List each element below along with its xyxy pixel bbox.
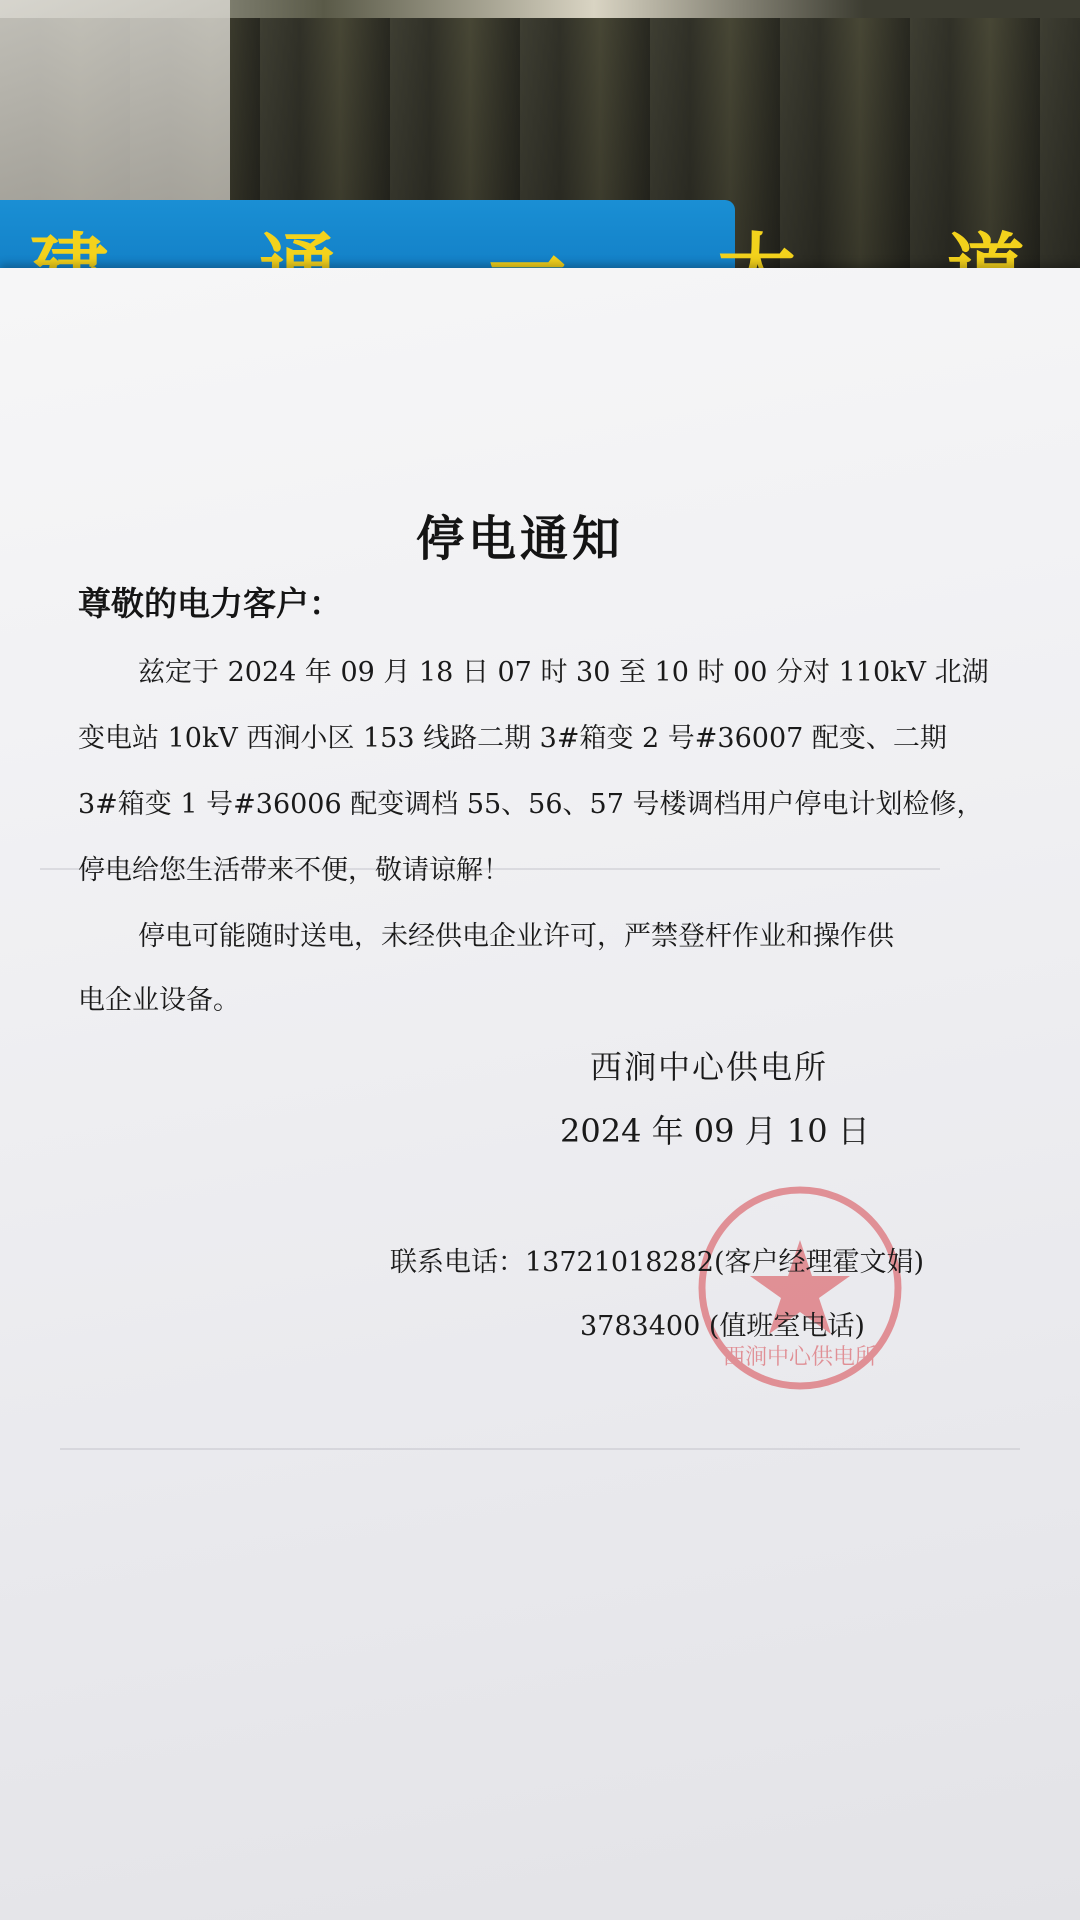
- paragraph1-line: 兹定于 2024 年 09 月 18 日 07 时 30 至 10 时 00 分对 110kV 北湖: [138, 657, 989, 688]
- duty-phone-line: 3783400 (值班室电话): [580, 1311, 865, 1342]
- wall-light-patch: [0, 0, 230, 210]
- contact-phone-line: 联系电话：13721018282(客户经理霍文娟): [390, 1247, 925, 1278]
- sign-date: 2024 年 09 月 10 日: [560, 1112, 870, 1150]
- notice-greeting: 尊敬的电力客户：: [78, 584, 342, 623]
- signer-name: 西涧中心供电所: [590, 1048, 829, 1086]
- paragraph1-line: 停电给您生活带来不便，敬请谅解！: [78, 855, 510, 886]
- seal-text: 西涧中心供电所: [722, 1345, 878, 1370]
- paragraph1-line: 3#箱变 1 号#36006 配变调档 55、56、57 号楼调档用户停电计划检修，: [78, 789, 984, 820]
- official-seal-icon: [690, 1178, 910, 1398]
- paragraph2-line: 电企业设备。: [78, 985, 240, 1016]
- paper-crease: [60, 1448, 1020, 1450]
- notice-title: 停电通知: [415, 511, 624, 567]
- paragraph1-line: 变电站 10kV 西涧小区 153 线路二期 3#箱变 2 号#36007 配变、二期: [78, 723, 947, 754]
- paragraph2-line: 停电可能随时送电，未经供电企业许可，严禁登杆作业和操作供: [138, 921, 894, 952]
